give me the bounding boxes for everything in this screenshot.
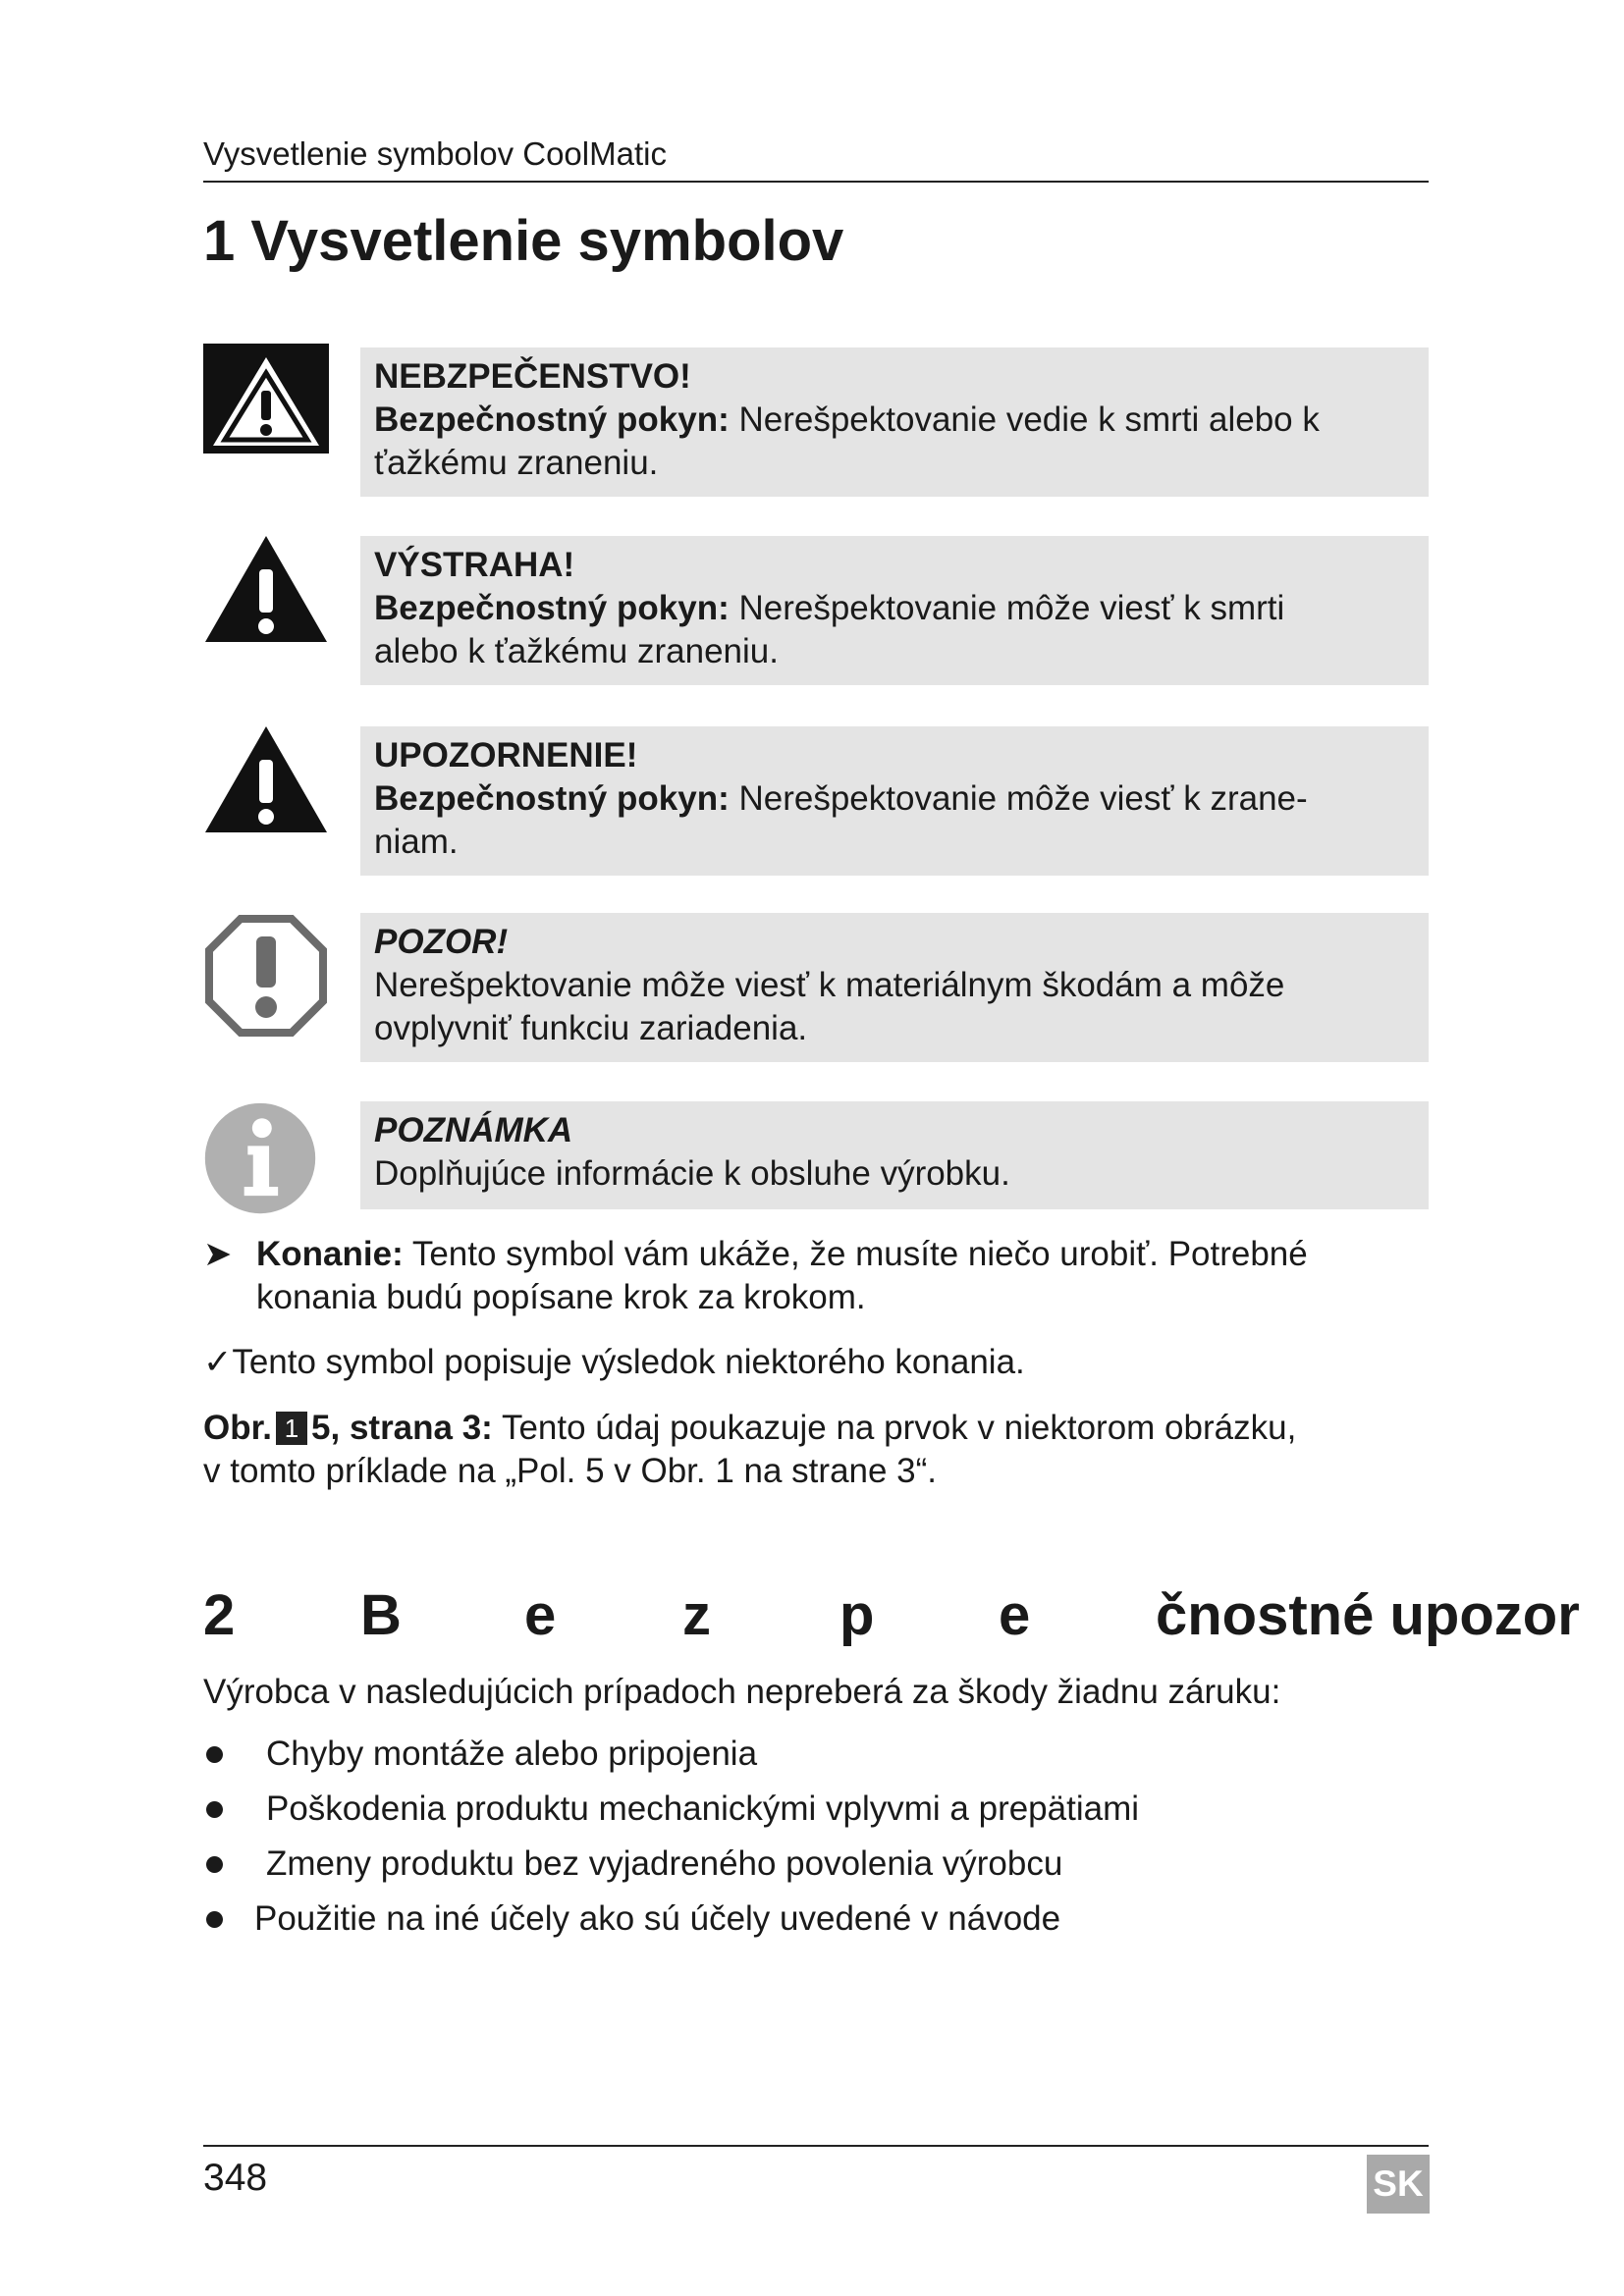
notice-danger: [203, 344, 1429, 493]
arrow-right-icon: ➤: [203, 1235, 233, 1273]
list-item: [203, 1788, 1429, 1842]
heading-part: e: [524, 1583, 557, 1647]
language-tab: SK: [1367, 2155, 1430, 2214]
notice-caution-box: [360, 726, 1429, 876]
heading-part: B: [360, 1583, 402, 1647]
list-item: [203, 1897, 1429, 1952]
list-item: [203, 1733, 1429, 1788]
notice-title: POZNÁMKA: [374, 1111, 573, 1149]
action-paragraph: [203, 1233, 1429, 1319]
figure-ref-label: Obr.: [203, 1409, 273, 1447]
figure-ref-line: Tento údaj poukazuje na prvok v niektorom obrázku,: [501, 1409, 1297, 1447]
section-2-intro: Výrobca v nasledujúcich prípadoch nepreberá za škody žiadnu záruku:: [203, 1673, 1281, 1711]
notice-line: alebo k ťažkému zraneniu.: [374, 632, 779, 670]
notice-warning: [203, 532, 1429, 681]
notice-title: UPOZORNENIE!: [374, 736, 638, 774]
notice-title: POZOR!: [374, 923, 509, 961]
list-item-text: Použitie na iné účely ako sú účely uvedené v návode: [254, 1899, 1061, 1938]
section-2-heading: [203, 1582, 1624, 1651]
action-line: konania budú popísane krok za krokom.: [256, 1278, 866, 1316]
danger-warning-triangle-icon: [203, 344, 329, 469]
result-text: Tento symbol popisuje výsledok niektorého konania.: [232, 1343, 1025, 1381]
list-item: [203, 1842, 1429, 1897]
notice-caution: [203, 722, 1429, 872]
list-item-text: Poškodenia produktu mechanickými vplyvmi a prepätiami: [266, 1789, 1140, 1828]
list-item-text: Zmeny produktu bez vyjadreného povolenia výrobcu: [266, 1844, 1063, 1883]
notice-label: Bezpečnostný pokyn:: [374, 589, 730, 627]
bullet-dot: [206, 1801, 223, 1818]
disclaimer-list: [203, 1733, 1429, 1952]
section-1-title: Vysvetlenie symbolov: [250, 209, 844, 273]
notice-line: niam.: [374, 823, 459, 861]
notice-note: [203, 1097, 1429, 1209]
heading-part: z: [682, 1583, 711, 1647]
notice-label: Bezpečnostný pokyn:: [374, 779, 730, 818]
heading-part: čnostné upozor: [1156, 1583, 1580, 1647]
heading-part: 2: [203, 1583, 236, 1647]
figure-number-badge: 1: [276, 1412, 307, 1445]
warning-triangle-icon: [203, 532, 329, 658]
action-line: Tento symbol vám ukáže, že musíte niečo urobiť. Potrebné: [411, 1235, 1308, 1273]
caution-triangle-icon: [203, 722, 329, 848]
notice-attention-box: [360, 913, 1429, 1062]
notice-text: [374, 399, 1415, 442]
heading-part: e: [999, 1583, 1031, 1647]
figure-ref-position: 5, strana 3:: [311, 1409, 493, 1447]
notice-danger-box: [360, 347, 1429, 497]
notice-text: [374, 777, 1415, 821]
info-circle-icon: [203, 1101, 317, 1215]
notice-line: Nerešpektovanie vedie k smrti alebo k: [738, 400, 1320, 439]
notice-text: [374, 587, 1415, 630]
notice-title: NEBZPEČENSTVO!: [374, 357, 691, 396]
notice-line: Nerešpektovanie môže viesť k smrti: [738, 589, 1285, 627]
heading-part: p: [839, 1583, 875, 1647]
attention-octagon-icon: [203, 913, 329, 1039]
action-label: Konanie:: [256, 1235, 404, 1273]
bullet-dot: [206, 1856, 223, 1873]
checkmark-icon: ✓: [203, 1343, 233, 1381]
notice-line: ovplyvniť funkciu zariadenia.: [374, 1009, 808, 1047]
notice-label: Bezpečnostný pokyn:: [374, 400, 730, 439]
notice-line: ťažkému zraneniu.: [374, 444, 659, 482]
notice-line: Nerešpektovanie môže viesť k materiálnym škodám a môže: [374, 966, 1285, 1004]
bullet-dot: [206, 1911, 223, 1928]
notice-title: VÝSTRAHA!: [374, 546, 575, 584]
notice-line: Doplňujúce informácie k obsluhe výrobku.: [374, 1154, 1010, 1193]
notice-line: Nerešpektovanie môže viesť k zrane-: [738, 779, 1308, 818]
page-number: 348: [203, 2157, 268, 2199]
section-1-number: 1: [203, 209, 236, 273]
list-item-text: Chyby montáže alebo pripojenia: [266, 1735, 758, 1773]
result-paragraph: [203, 1341, 1429, 1384]
figure-ref-line: v tomto príklade na „Pol. 5 v Obr. 1 na strane 3“.: [203, 1452, 938, 1490]
section-1-heading: [203, 208, 843, 274]
bullet-dot: [206, 1746, 223, 1763]
running-header: Vysvetlenie symbolov CoolMatic: [203, 135, 1429, 183]
notice-warning-box: [360, 536, 1429, 685]
figure-reference-paragraph: [203, 1407, 1429, 1493]
footer-rule: [203, 2145, 1429, 2147]
notice-attention: [203, 909, 1429, 1058]
notice-note-box: [360, 1101, 1429, 1209]
